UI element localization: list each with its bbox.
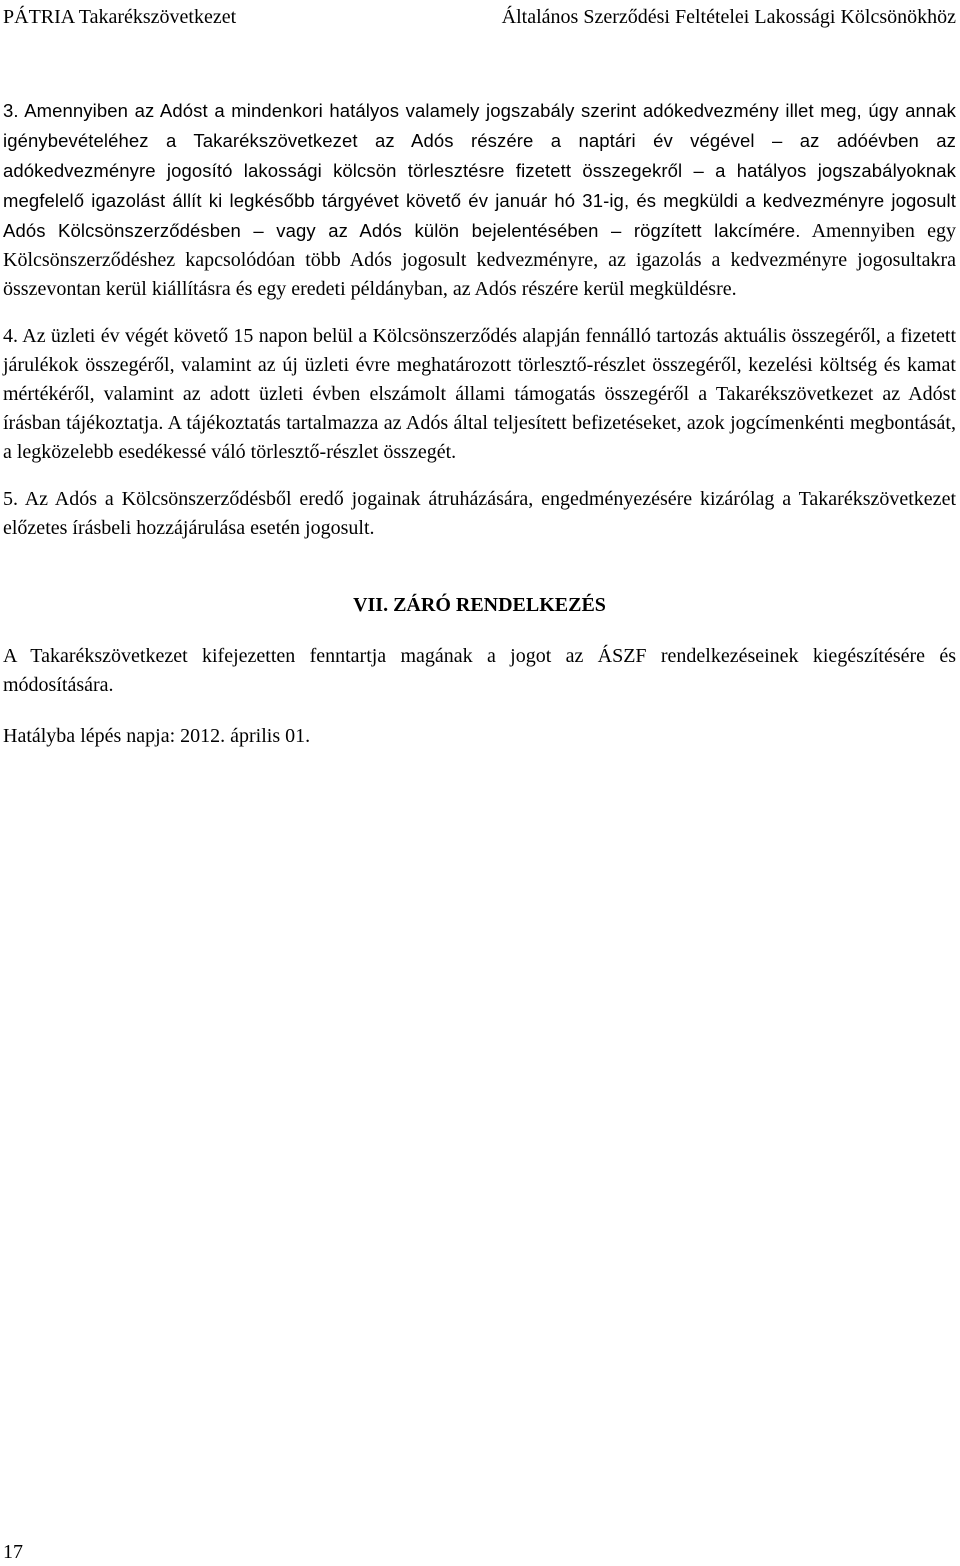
- paragraph-5: 5. Az Adós a Kölcsönszerződésből eredő jogainak átruházására, engedményezésére kizárólag a Takarékszövetkezet előzetes írásbeli hozzájárulása esetén jogosult.: [3, 488, 956, 539]
- paragraph-4: 4. Az üzleti év végét követő 15 napon belül a Kölcsönszerződés alapján fennálló tartozás aktuális összegéről, a fizetett járulékok összegéről, valamint az új üzleti évre meghatározott törlesztő-részlet összegéről, kezelési költség és kamat mértékéről, valamint az adott üzleti évben elszámolt állami támogatás összegéről a Takarékszövetkezet az Adóst írásban tájékoztatja. A tájékoztatás tartalmazza az Adós által teljesített befizetéseket, azok jogcímenkénti megbontását, a legközelebb esedékessé váló törlesztő-részlet összegét.: [3, 325, 956, 463]
- page-header: [3, 3, 956, 33]
- header-organization: PÁTRIA Takarékszövetkezet: [3, 6, 237, 28]
- effective-date: Hatályba lépés napja: 2012. április 01.: [3, 725, 311, 747]
- header-document-title: Általános Szerződési Feltételei Lakossági Kölcsönökhöz: [501, 6, 956, 28]
- page-number: 17: [3, 1541, 23, 1563]
- paragraph-3-part-1: 3. Amennyiben az Adóst a mindenkori hatályos valamely jogszabály szerint adókedvezmény illet meg, úgy annak igénybevételéhez a Takarékszövetkezet az Adós részére a naptári év végével – az adóévben az adókedvezményre jogosító lakossági kölcsön törlesztésre fizetett összegekről – a hatályos jogszabályoknak megfelelő igazolást állít ki legkésőbb tárgyévet követő év január hó 31-ig, és megküldi a kedvezményre jogosult Adós Kölcsönszerződésben – vagy az Adós külön bejelentésében – rögzített lakcímére.: [3, 100, 956, 241]
- paragraph-3: [3, 96, 956, 304]
- section-title: VII. ZÁRÓ RENDELKEZÉS: [353, 594, 606, 616]
- document-body: [3, 96, 956, 751]
- closing-provision-paragraph: A Takarékszövetkezet kifejezetten fenntartja magának a jogot az ÁSZF rendelkezéseinek kiegészítésére és módosítására.: [3, 645, 956, 696]
- paragraph-3-part-2: Amennyiben egy Kölcsönszerződéshez kapcsolódóan több Adós jogosult kedvezményre, az igazolás a kedvezményre jogosultakra összevontan kerül kiállításra és egy eredeti példányban, az Adós részére kerül megküldésre.: [3, 220, 956, 300]
